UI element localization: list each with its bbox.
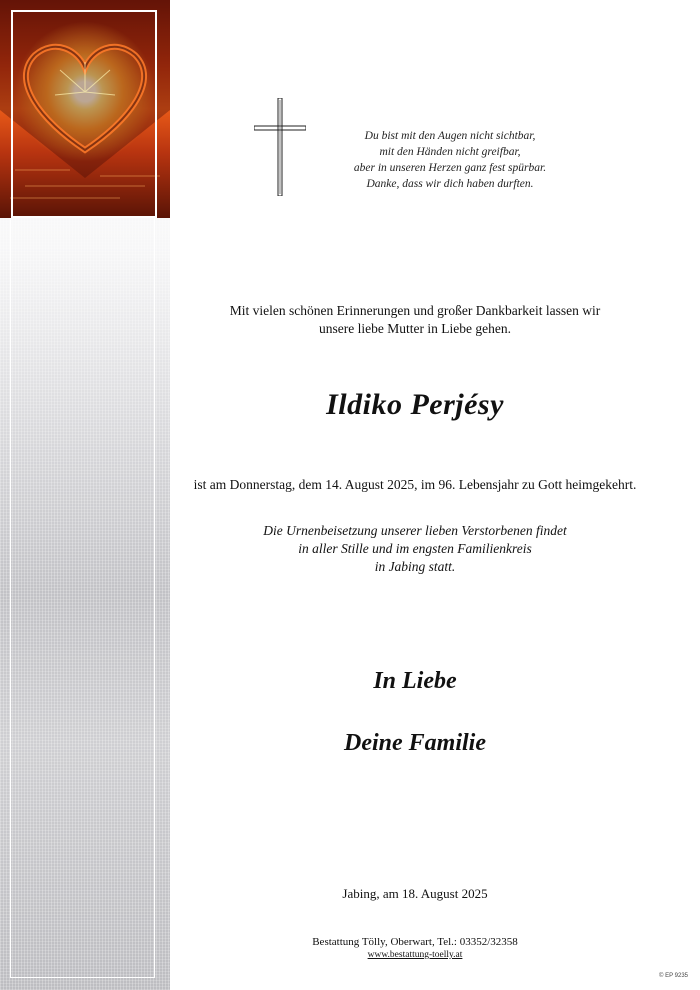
deceased-name: Ildiko Perjésy [326,388,504,421]
intro-text [180,302,650,338]
place-date: Jabing, am 18. August 2025 [342,886,488,901]
poem [330,128,570,192]
burial-line: in Jabing statt. [374,559,456,574]
cross-icon [254,98,306,201]
undertaker-info: Bestattung Tölly, Oberwart, Tel.: 03352/32358 [312,936,518,948]
undertaker-website-link[interactable]: www.bestattung-toelly.at [367,950,463,960]
photo-frame [11,10,157,218]
closing-family: Deine Familie [344,730,486,756]
intro-line: unsere liebe Mutter in Liebe gehen. [319,321,511,336]
death-notice: ist am Donnerstag, dem 14. August 2025, im 96. Lebensjahr zu Gott heimgekehrt. [193,477,637,492]
burial-line: in aller Stille und im engsten Familienkreis [298,541,532,556]
poem-line: aber in unseren Herzen ganz fest spürbar. [353,162,547,174]
burial-line: Die Urnenbeisetzung unserer lieben Verstorbenen findet [263,523,567,538]
heart-sunset-photo [0,0,170,218]
poem-line: Du bist mit den Augen nicht sichtbar, [364,130,536,142]
burial-notice [180,522,650,576]
closing-in-liebe: In Liebe [373,668,457,694]
poem-line: mit den Händen nicht greifbar, [379,146,521,158]
intro-line: Mit vielen schönen Erinnerungen und großer Dankbarkeit lassen wir [229,303,601,318]
poem-line: Danke, dass wir dich haben durften. [366,178,534,190]
print-code: © EP 9235 [659,973,688,979]
